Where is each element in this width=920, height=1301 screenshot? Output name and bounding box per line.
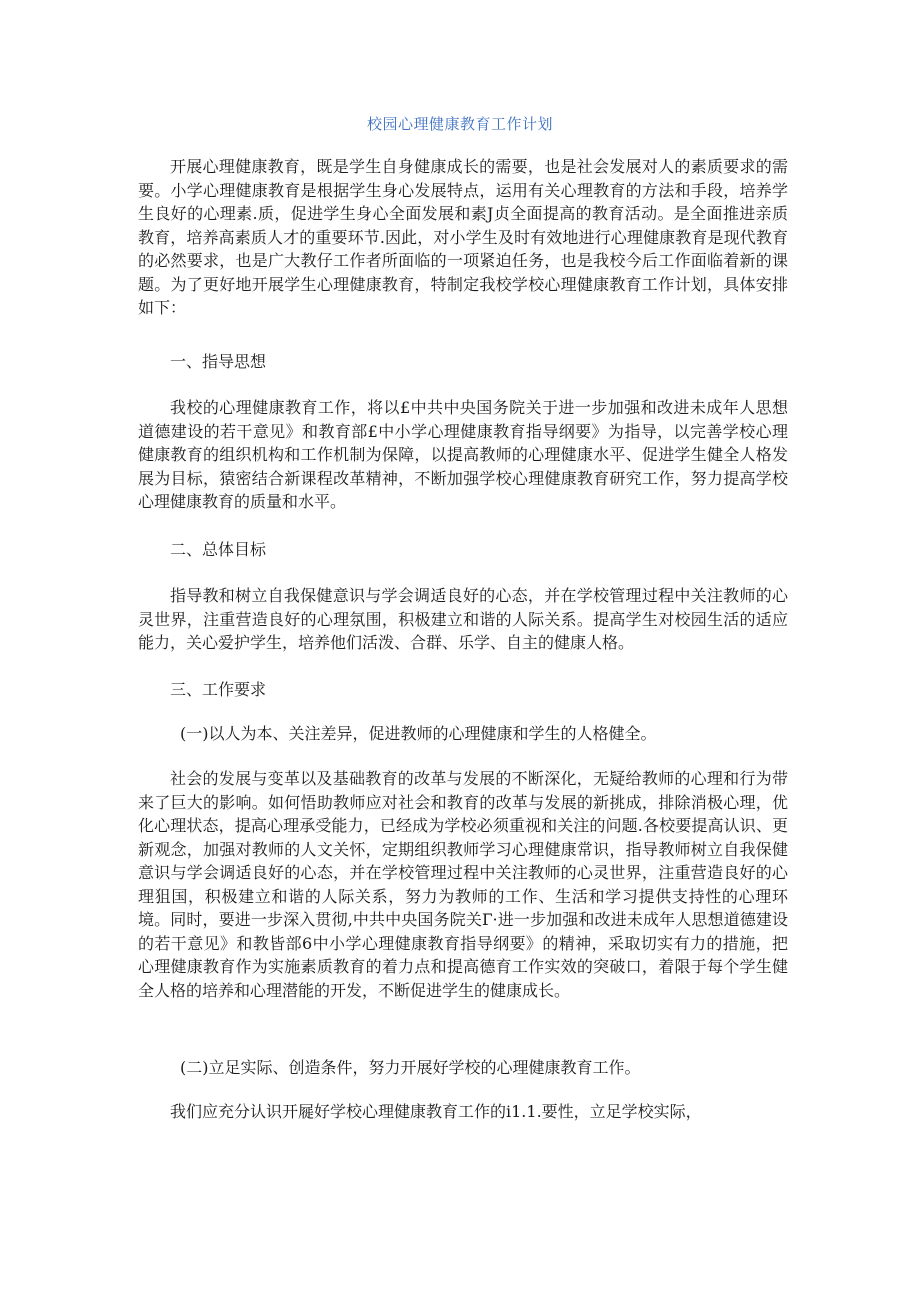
subsection-heading-1: (一)以人为本、关注差异，促进教师的心理健康和学生的人格健全。 (180, 724, 657, 743)
section-heading-work-requirements: 三、工作要求 (170, 680, 267, 699)
document-title: 校园心理健康教育工作计划 (366, 115, 553, 133)
section-body-guiding-ideology: 我校的心理健康教育工作，将以£中共中央国务院关于进一步加强和改进未成年人思想道德建设的若干意见》和教育部£中小学心理健康教育指导纲要》为指导，以完善学校心理健康教育的组织机构和工作机制为保障，以提高教师的心理健康水平、促进学生健全人格发展为目标，猿密结合新课程改革精神，不断加强学校心理健康教育研究工作，努力提高学校心理健康教育的质量和水平。 (138, 398, 788, 511)
section-heading-overall-goal: 二、总体目标 (170, 540, 267, 559)
section-body-overall-goal: 指导教和树立自我保健意识与学会调适良好的心态，并在学校管理过程中关注教师的心灵世界，注重营造良好的心理氛围，积极建立和谐的人际关系。提高学生对校园生活的适应能力，关心爱护学生，培养他们活泼、合群、乐学、自主的健康人格。 (138, 586, 788, 652)
subsection-heading-2: (二)立足实际、创造条件，努力开展好学校的心理健康教育工作。 (180, 1058, 641, 1077)
subsection-body-2: 我们应充分认识开屣好学校心理健康教育工作的i1.1.要性，立足学校实际， (170, 1102, 702, 1121)
section-heading-guiding-ideology: 一、指导思想 (170, 352, 267, 371)
subsection-body-1: 社会的发展与变革以及基础教育的改革与发展的不断深化，无疑给教师的心理和行为带来了巨大的影响。如何悟助教师应对社会和教育的改革与发展的新挑成，排除消极心理，优化心理状态，提高心理承受能力，已经成为学校必须重视和关注的问题.各校要提高认识、更新观念，加强对教师的人文关怀，定期组织教师学习心理健康常识，指导教师树立自我保健意识与学会调适良好的心态，并在学校管理过程中关注教师的心灵世界，注重营造良好的心理狙国，积极建立和谐的人际关系，努力为教师的工作、生活和学习提供支持性的心理环境。同时，要进一步深入贯彻,中共中央国务院关Г·进一步加强和改进未成年人思想道德建设的若干意见》和教皆部6中小学心理健康教育指导纲要》的精神，采取切实有力的措施，把心理健康教育作为实施素质教育的着力点和提高德育工作实效的突破口，着限于每个学生健全人格的培养和心理潜能的开发，不断促进学生的健康成长。 (138, 769, 788, 1000)
intro-paragraph: 开展心理健康教育，既是学生自身健康成长的需要，也是社会发展对人的素质要求的需要。小学心理健康教育是根据学生身心发展特点，运用有关心理教育的方法和手段，培养学生良好的心理素.质，促进学生身心全面发展和素J贞全面提高的教育活动。是全面推进亲质教育，培养高素质人才的重要环节.因此，对小学生及时有效地进行心理健康教育是现代教育的必然要求，也是广大教仔工作者所面临的一项紧迫任务，也是我校今后工作面临着新的课题。为了更好地开展学生心理健康教育，特制定我校学校心理健康教育工作计划，具体安排如下： (138, 157, 788, 317)
